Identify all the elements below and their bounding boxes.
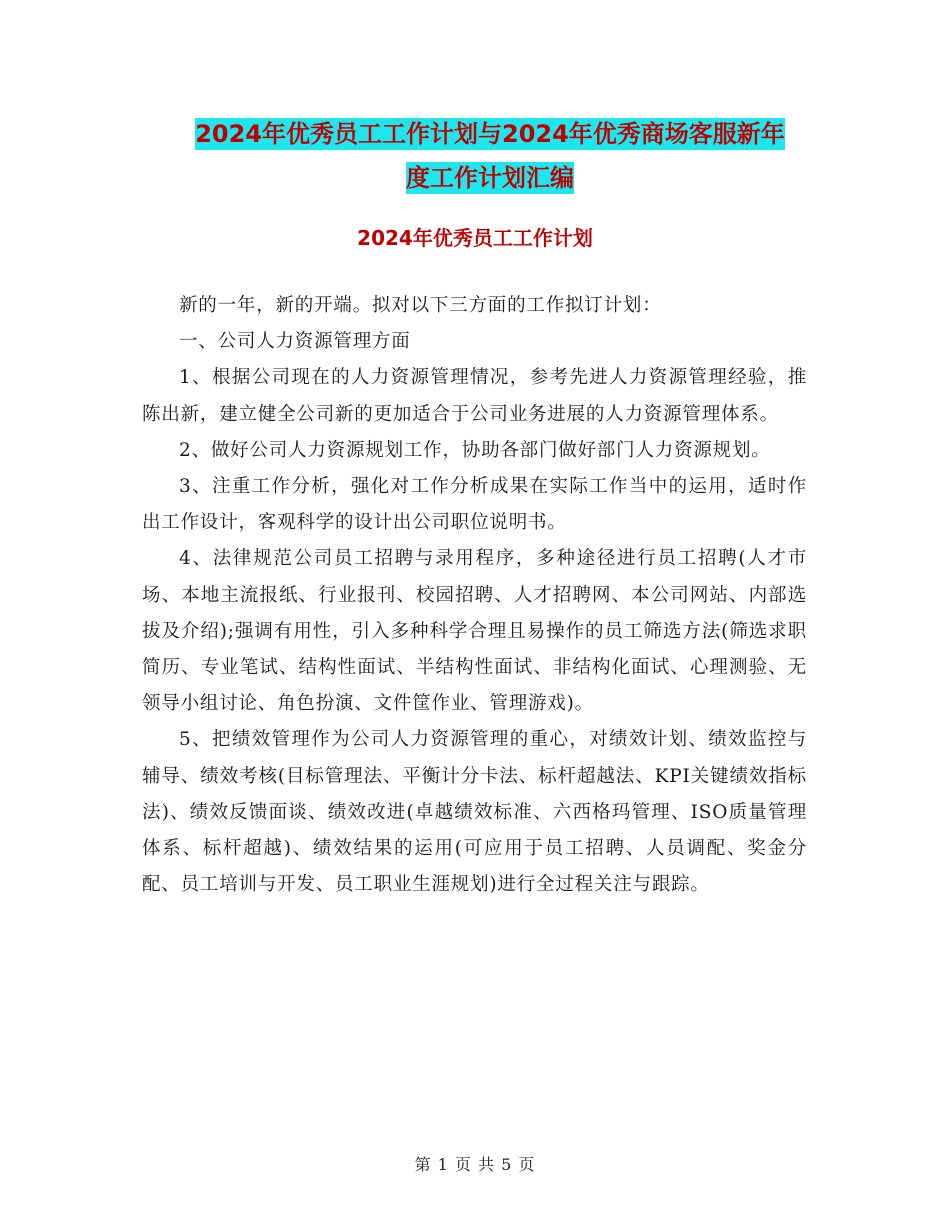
page-footer: 第 1 页 共 5 页 [414,1155,536,1174]
paragraph-intro: 新的一年，新的开端。拟对以下三方面的工作拟订计划： [179,295,662,316]
document-title-line-2: 度工作计划汇编 [406,164,574,192]
paragraph-heading-hr: 一、公司人力资源管理方面 [179,331,411,353]
paragraph-item-3: 3、注重工作分析，强化对工作分析成果在实际工作当中的运用，适时作出工作设计，客观科学的设计出公司职位说明书。 [142,476,807,534]
document-title [140,112,840,200]
section-title: 2024年优秀员工工作计划 [357,226,593,250]
paragraph-item-4: 4、法律规范公司员工招聘与录用程序，多种途径进行员工招聘(人才市场、本地主流报纸、行业报刊、校园招聘、人才招聘网、本公司网站、内部选拔及介绍);强调有用性，引入多种科学合理且易操作的员工筛选方法(筛选求职简历、专业笔试、结构性面试、半结构性面试、非结构化面试、心理测验、无领导小组讨论、角色扮演、文件筐作业、管理游戏)。 [142,548,807,715]
paragraph-item-1: 1、根据公司现在的人力资源管理情况，参考先进人力资源管理经验，推陈出新，建立健全公司新的更加适合于公司业务进展的人力资源管理体系。 [142,367,807,425]
document-title-line-1: 2024年优秀员工工作计划与2024年优秀商场客服新年 [195,120,785,148]
paragraph-item-2: 2、做好公司人力资源规划工作，协助各部门做好部门人力资源规划。 [179,439,771,461]
paragraph-item-5: 5、把绩效管理作为公司人力资源管理的重心，对绩效计划、绩效监控与辅导、绩效考核(目标管理法、平衡计分卡法、标杆超越法、KPI关键绩效指标法)、绩效反馈面谈、绩效改进(卓越绩效标准、六西格玛管理、ISO质量管理体系、标杆超越)、绩效结果的运用(可应用于员工招聘、人员调配、奖金分配、员工培训与开发、员工职业生涯规划)进行全过程关注与跟踪。 [142,729,807,896]
document-body [142,288,807,903]
